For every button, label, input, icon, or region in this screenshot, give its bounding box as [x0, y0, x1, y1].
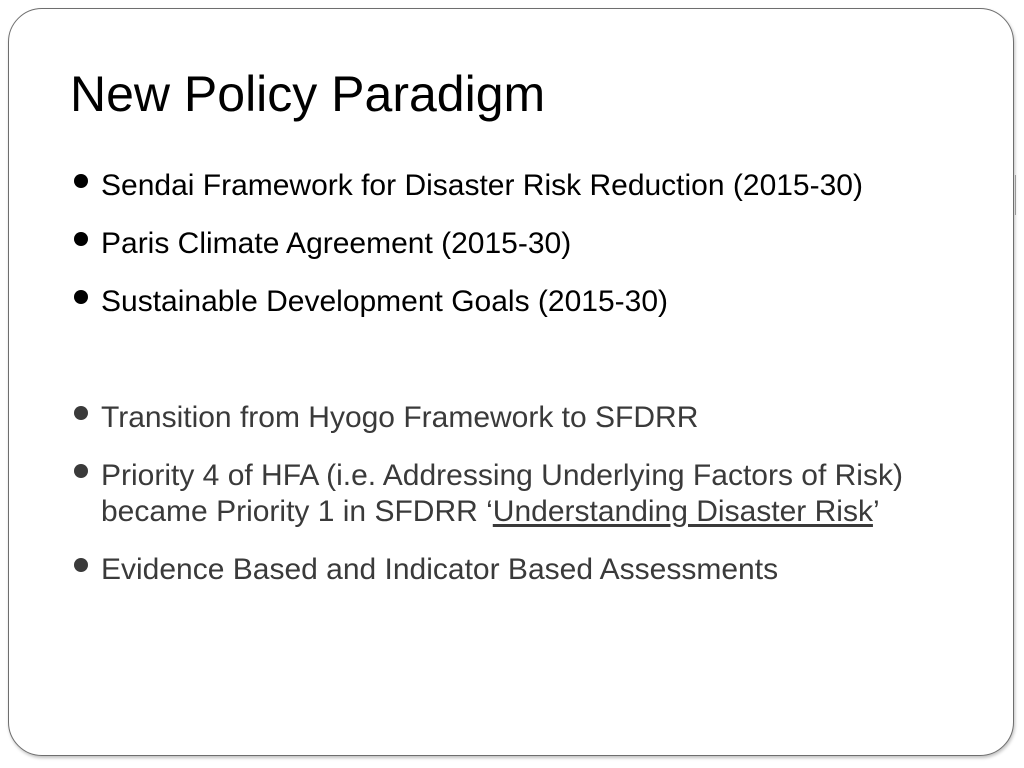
bullet-text: Sustainable Development Goals (2015-30): [101, 285, 668, 318]
bullet-dot-icon: [74, 558, 88, 572]
understanding-disaster-risk-link[interactable]: Understanding Disaster Risk: [492, 495, 873, 528]
bullet-dot-icon: [74, 174, 88, 188]
bullet-dot-icon: [74, 290, 88, 304]
bullet-text: Paris Climate Agreement (2015-30): [101, 227, 572, 260]
points-group: [70, 400, 970, 588]
list-spacer: [70, 320, 970, 400]
bullet-dot-icon: [74, 406, 88, 420]
bullet-sendai-framework: [70, 168, 970, 204]
bullet-text: Sendai Framework for Disaster Risk Reduction (2015-30): [101, 169, 863, 202]
bullet-text: Evidence Based and Indicator Based Assessments: [101, 553, 779, 586]
bullet-evidence: [70, 552, 970, 588]
bullet-sdgs: [70, 284, 970, 320]
bullet-dot-icon: [74, 464, 88, 478]
bullet-text: Transition from Hyogo Framework to SFDRR: [101, 401, 699, 434]
bullet-transition: [70, 400, 970, 436]
slide-title: New Policy Paradigm: [70, 66, 546, 122]
priority-text-prefix: Priority 4 of HFA (i.e. Addressing Underlying Factors of Risk) became Priority 1 in SFDRR ‘: [101, 459, 903, 528]
bullet-priority: [70, 458, 970, 530]
bullet-list: [70, 168, 970, 610]
bullet-dot-icon: [74, 232, 88, 246]
frameworks-group: [70, 168, 970, 320]
priority-text-suffix: ’: [872, 495, 880, 528]
bullet-paris-agreement: [70, 226, 970, 262]
frame-edge-mark: [1015, 175, 1016, 215]
